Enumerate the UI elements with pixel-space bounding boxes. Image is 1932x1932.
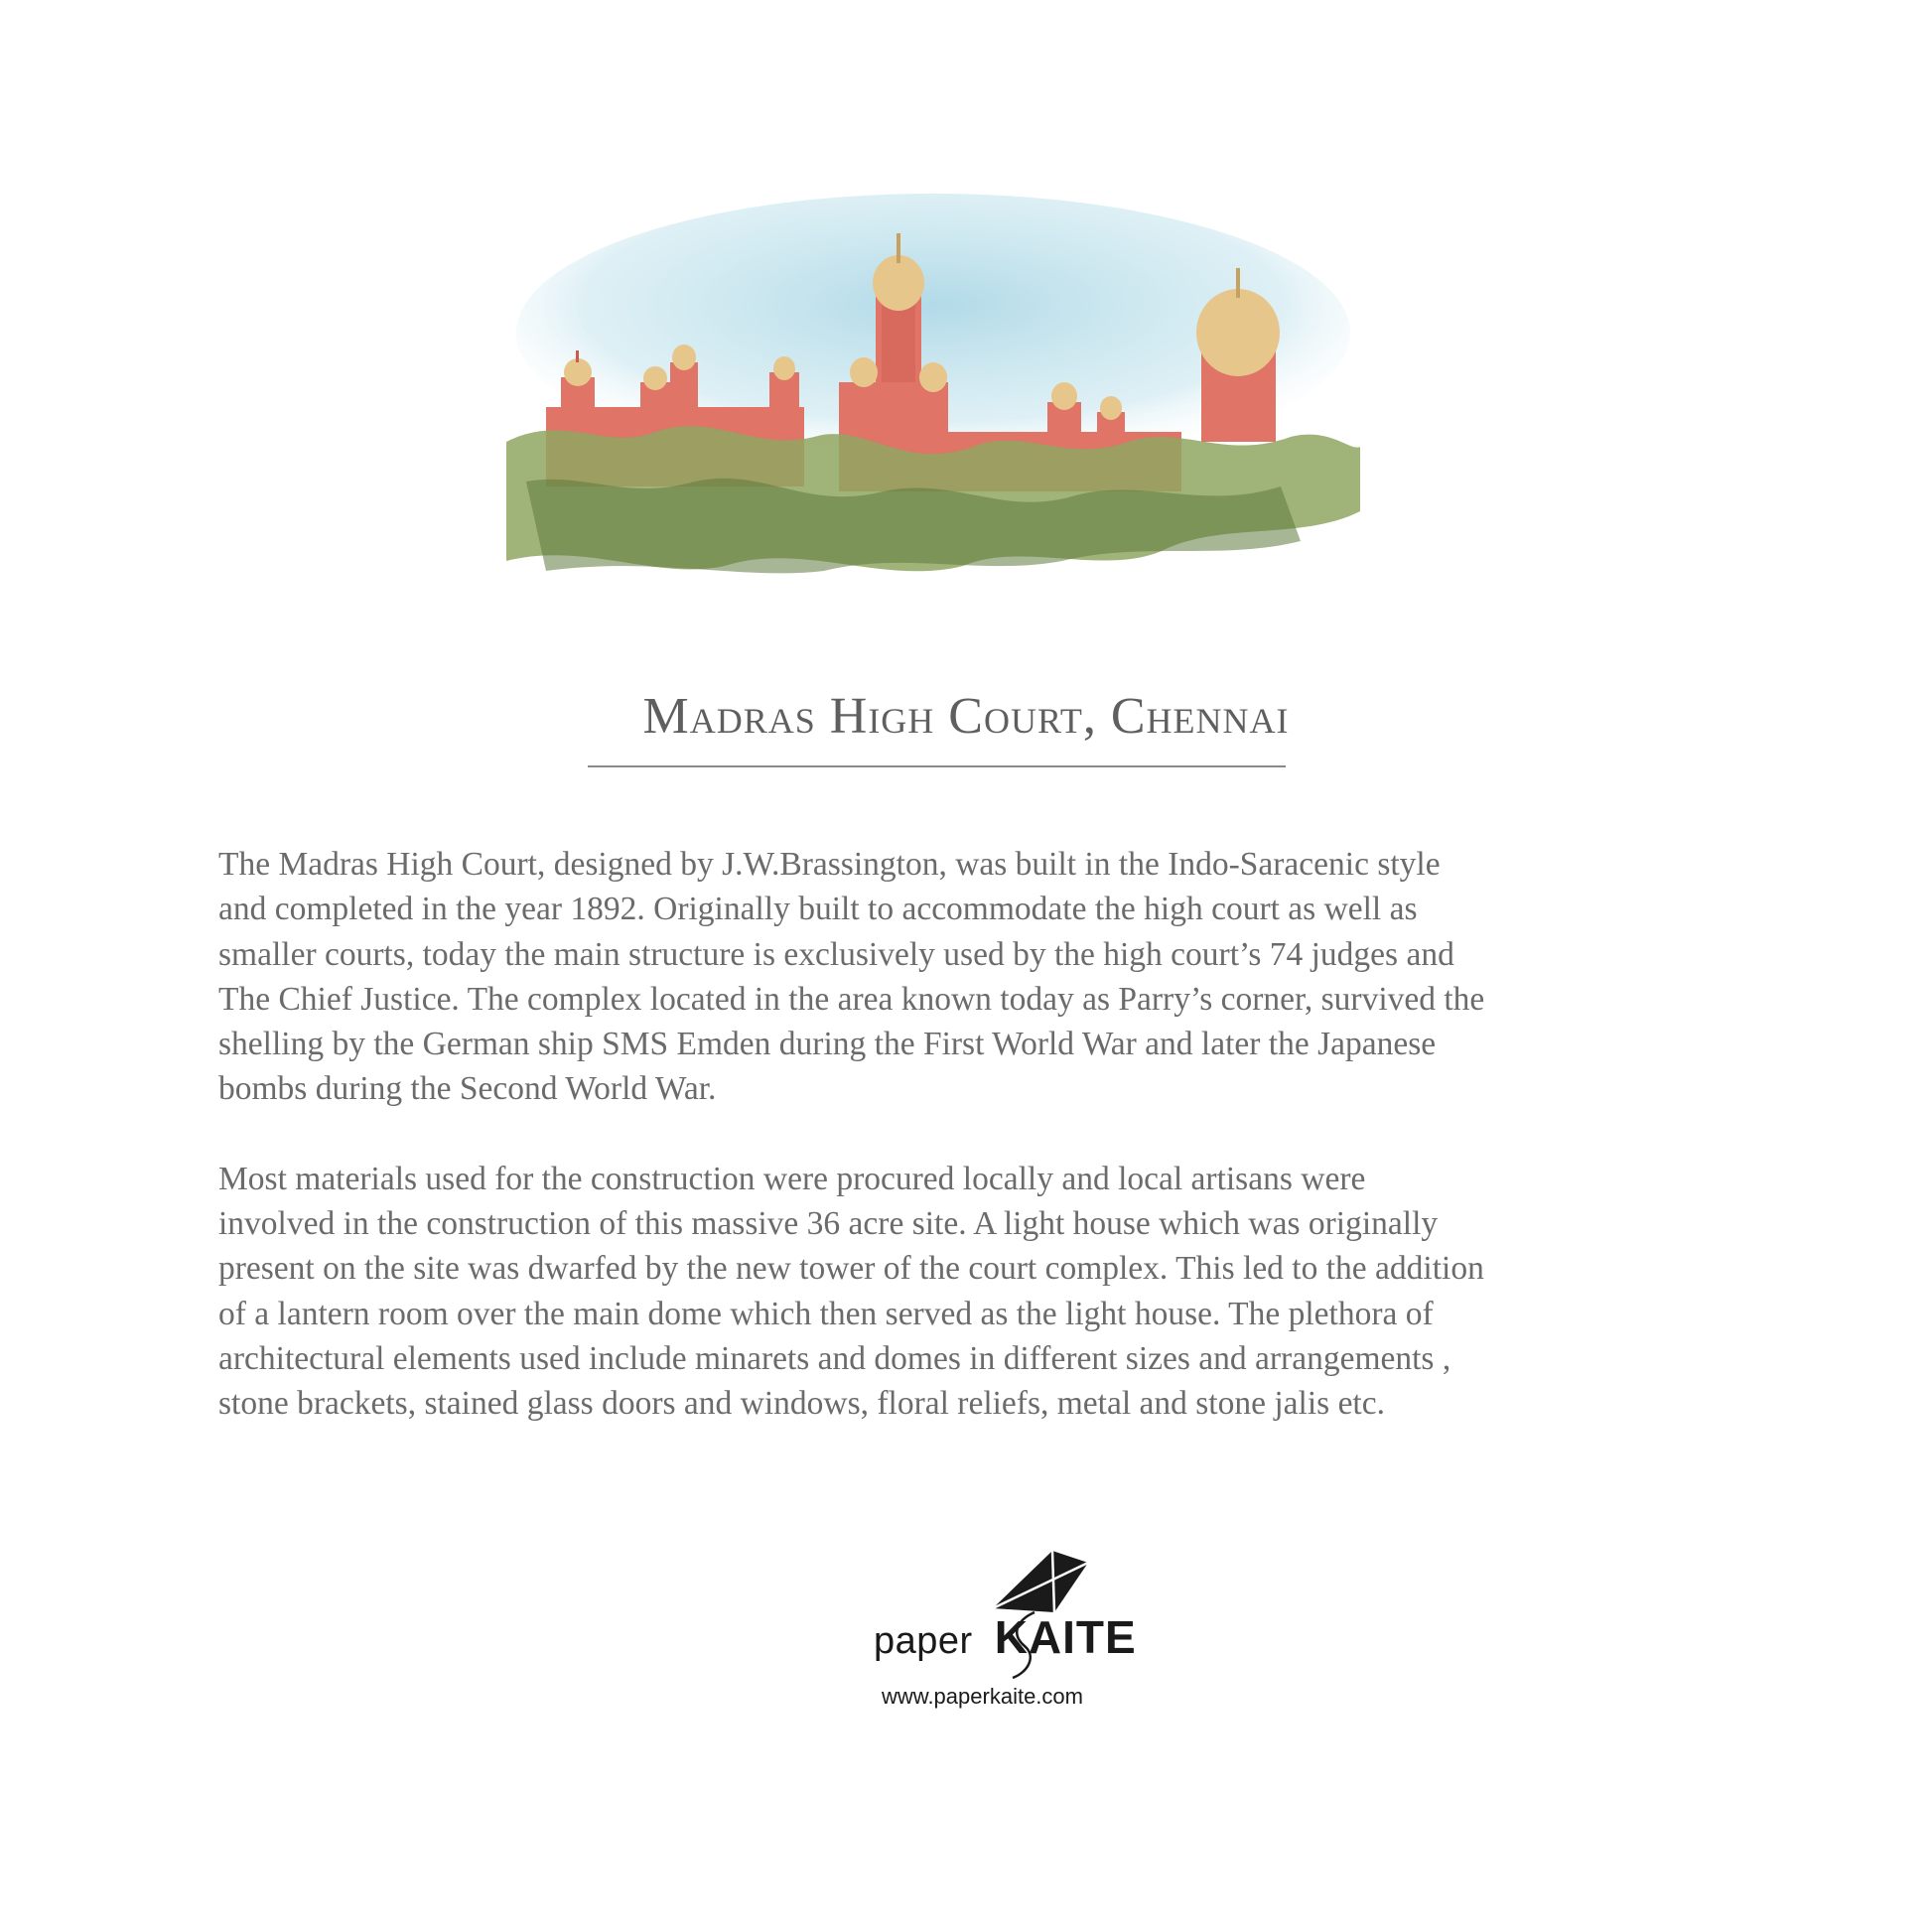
logo-wordmark xyxy=(874,1610,1137,1680)
website-url: www.paperkaite.com xyxy=(882,1684,1083,1709)
text-line: stone brackets, stained glass doors and windows, floral reliefs, metal and stone jalis etc. xyxy=(218,1385,1385,1423)
text-line: Most materials used for the construction were procured locally and local artisans were xyxy=(218,1160,1366,1197)
title-underline xyxy=(588,765,1286,767)
kite-icon xyxy=(993,1549,1088,1614)
central-dome xyxy=(873,255,924,311)
text-line: The Chief Justice. The complex located in the area known today as Parry’s corner, survived the xyxy=(218,980,1485,1018)
madras-high-court-illustration xyxy=(506,184,1360,581)
text-line: The Madras High Court, designed by J.W.Brassington, was built in the Indo-Saracenic style xyxy=(218,846,1441,883)
page-title: Madras High Court, Chennai xyxy=(642,688,1290,745)
paragraph-history xyxy=(218,842,1688,1112)
logo-word-kaite: KAITE xyxy=(994,1611,1137,1663)
paperkaite-logo xyxy=(854,1549,1137,1727)
description-body xyxy=(218,842,1688,1427)
text-line: shelling by the German ship SMS Emden during the First World War and later the Japanese xyxy=(218,1026,1437,1063)
logo-word-paper: paper xyxy=(874,1620,973,1662)
text-line: of a lantern room over the main dome which then served as the light house. The plethora of xyxy=(218,1295,1434,1332)
text-line: architectural elements used include minarets and domes in different sizes and arrangements , xyxy=(218,1339,1451,1377)
text-line: present on the site was dwarfed by the new tower of the court complex. This led to the addition xyxy=(218,1250,1484,1288)
text-line: smaller courts, today the main structure is exclusively used by the high court’s 74 judges and xyxy=(218,935,1454,973)
right-dome xyxy=(1196,289,1280,376)
text-line: bombs during the Second World War. xyxy=(218,1070,717,1108)
text-line: and completed in the year 1892. Originally built to accommodate the high court as well as xyxy=(218,891,1418,928)
paragraph-construction xyxy=(218,1157,1688,1427)
text-line: involved in the construction of this massive 36 acre site. A light house which was originally xyxy=(218,1205,1439,1243)
